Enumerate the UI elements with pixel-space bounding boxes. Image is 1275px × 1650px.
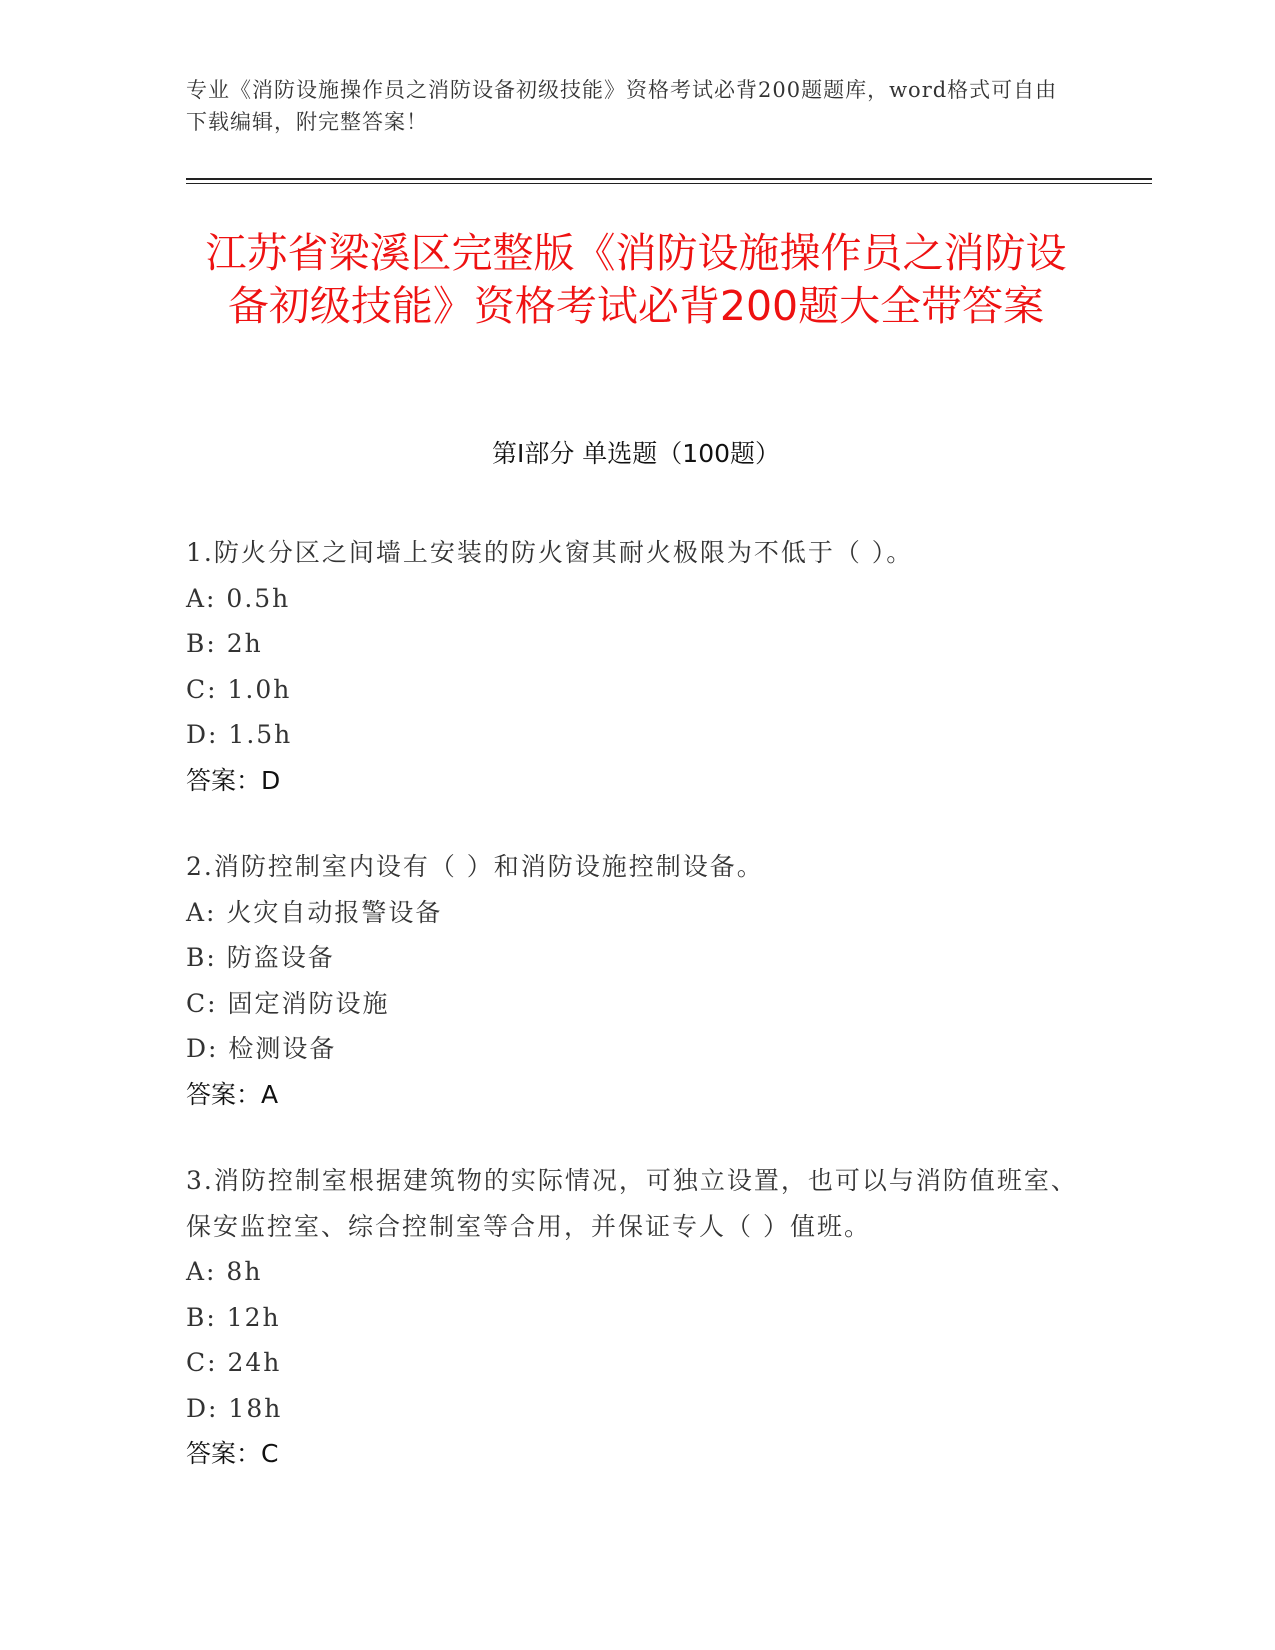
question-item [186,844,1086,1117]
question-text: 3.消防控制室根据建筑物的实际情况，可独立设置，也可以与消防值班室、保安监控室、综合控制室等合用，并保证专人（ ）值班。 [186,1166,1078,1241]
option-a: A: 火灾自动报警设备 [186,897,443,927]
question-text: 1.防火分区之间墙上安装的防火窗其耐火极限为不低于（ ）。 [186,538,914,567]
header-divider-thick [186,178,1152,180]
option-b: B: 2h [186,629,263,658]
document-header-note: 专业《消防设施操作员之消防设备初级技能》资格考试必背200题题库，word格式可自由下载编辑，附完整答案！ [186,78,1058,134]
option-c: C: 1.0h [186,674,292,704]
option-b: B: 12h [186,1302,281,1332]
answer-text: 答案：D [186,765,281,795]
option-c: C: 24h [186,1348,282,1377]
option-a: A: 8h [186,1257,263,1286]
option-d: D: 18h [186,1393,283,1423]
option-b: B: 防盗设备 [186,943,335,972]
question-item [186,1158,1086,1477]
answer-text: 答案：A [186,1079,279,1109]
answer-text: 答案：C [186,1439,279,1468]
question-item [186,530,1086,803]
option-d: D: 检测设备 [186,1034,337,1063]
question-list [186,530,1086,1518]
document-title: 江苏省梁溪区完整版《消防设施操作员之消防设备初级技能》资格考试必背200题大全带答案 [205,229,1067,330]
section-title: 第Ⅰ部分 单选题（100题） [491,439,781,468]
option-a: A: 0.5h [186,583,291,613]
option-d: D: 1.5h [186,720,293,749]
option-c: C: 固定消防设施 [186,988,390,1018]
header-divider-thin [186,183,1152,184]
question-text: 2.消防控制室内设有（ ）和消防设施控制设备。 [186,852,764,881]
